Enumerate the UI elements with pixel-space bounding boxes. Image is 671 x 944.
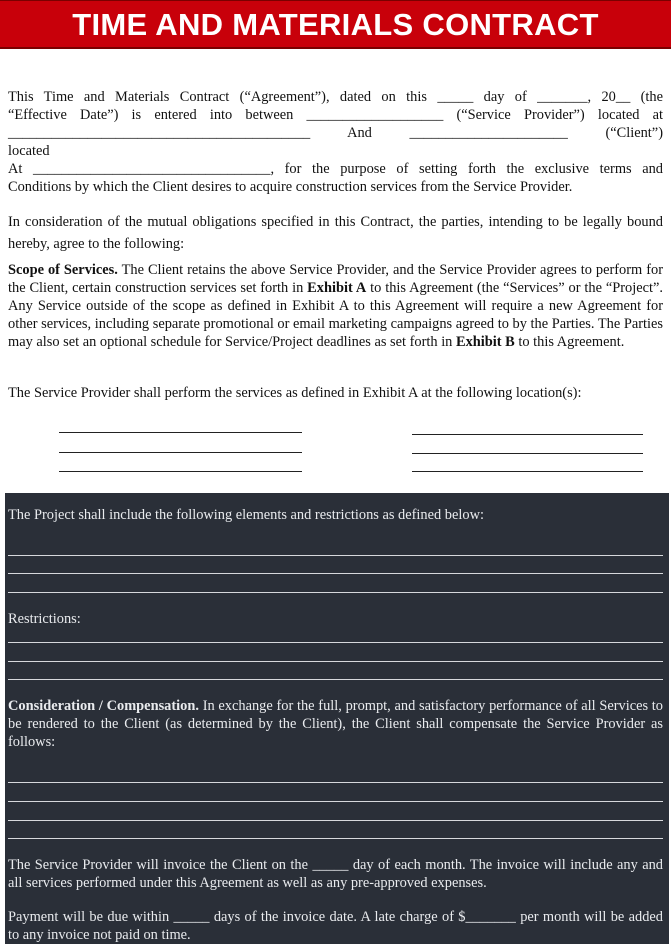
location-line[interactable] bbox=[59, 471, 302, 472]
scope-paragraph bbox=[8, 261, 663, 351]
consideration-intro: In consideration of the mutual obligations specified in this Contract, the parties, intending to be legally bound hereby, agree to the following: bbox=[8, 214, 663, 252]
title-bar bbox=[0, 0, 671, 49]
intro-line-1: This Time and Materials Contract (“Agreement”), dated on this _____ day of _______, 20__ (the bbox=[8, 89, 663, 105]
location-line[interactable] bbox=[412, 453, 643, 454]
fill-line[interactable] bbox=[8, 838, 663, 839]
restrictions-label: Restrictions: bbox=[8, 611, 81, 627]
fill-line[interactable] bbox=[8, 679, 663, 680]
location-line[interactable] bbox=[59, 432, 302, 433]
intro-line-3: __________________________________________ And ______________________ (“Client”) bbox=[8, 125, 663, 141]
scope-heading: Scope of Services. bbox=[8, 262, 118, 278]
fill-line[interactable] bbox=[8, 820, 663, 821]
intro-line-4: located bbox=[8, 143, 50, 159]
fill-line[interactable] bbox=[8, 801, 663, 802]
fill-line[interactable] bbox=[8, 573, 663, 574]
project-elements-text: The Project shall include the following elements and restrictions as defined below: bbox=[8, 507, 484, 523]
location-line[interactable] bbox=[412, 434, 643, 435]
invoice-text: The Service Provider will invoice the Client on the _____ day of each month. The invoice will include any and all services performed under this Agreement as well as any pre-approved expenses. bbox=[8, 857, 663, 891]
dark-section bbox=[5, 493, 669, 944]
document-title: TIME AND MATERIALS CONTRACT bbox=[72, 7, 599, 42]
location-line[interactable] bbox=[412, 471, 643, 472]
scope-text-1: The Client retains the above Service Provider, and the Service Provider agrees to perform for the Client, certain construction services set forth in bbox=[8, 262, 663, 296]
scope-text-3: to this Agreement. bbox=[514, 334, 625, 350]
payment-text: Payment will be due within _____ days of the invoice date. A late charge of $_______ per month will be added to any invoice not paid on time. bbox=[8, 909, 663, 943]
compensation-paragraph bbox=[8, 697, 663, 751]
scope-text-2: to this Agreement (the “Services” or the “Project”. Any Service outside of the scope as defined in Exhibit A to this Agreement will require a new Agreement for other services, including separate promotional or email marketing campaigns agreed to by the Parties. The Parties may also set an optional schedule for Service/Project deadlines as set forth in bbox=[8, 280, 663, 350]
compensation-text: In exchange for the full, prompt, and satisfactory performance of all Services to be rendered to the Client (as determined by the Client), the Client shall compensate the Service Provider as follows: bbox=[8, 698, 664, 750]
fill-line[interactable] bbox=[8, 782, 663, 783]
exhibit-b-ref: Exhibit B bbox=[455, 334, 515, 350]
fill-line[interactable] bbox=[8, 592, 663, 593]
location-statement: The Service Provider shall perform the services as defined in Exhibit A at the following location(s): bbox=[8, 385, 582, 401]
fill-line[interactable] bbox=[8, 555, 663, 556]
compensation-heading: Consideration / Compensation. bbox=[8, 698, 199, 714]
intro-line-5: At _________________________________, for the purpose of setting forth the exclusive terms and bbox=[8, 161, 663, 177]
fill-line[interactable] bbox=[8, 661, 663, 662]
location-line[interactable] bbox=[59, 452, 302, 453]
intro-line-6: Conditions by which the Client desires to acquire construction services from the Service Provider. bbox=[8, 179, 573, 195]
exhibit-a-ref: Exhibit A bbox=[307, 280, 367, 296]
intro-line-2: “Effective Date”) is entered into between ___________________ (“Service Provider”) located at bbox=[8, 107, 663, 123]
fill-line[interactable] bbox=[8, 642, 663, 643]
